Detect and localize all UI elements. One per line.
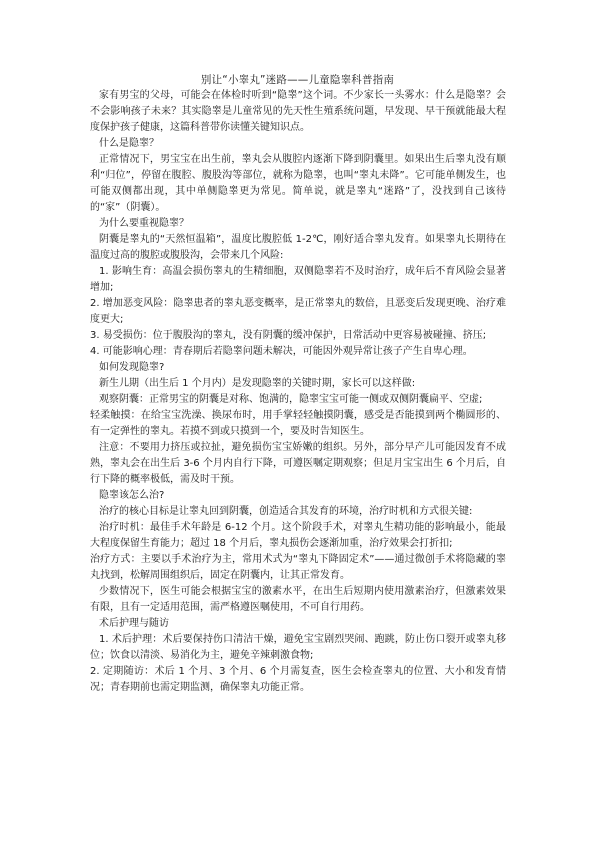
treat-timing: 治疗时机：最佳手术年龄是 6-12 个月。这个阶段手术，对睾丸生精功能的影响最小，能最大程度保留生育能力；超过 18 个月后，睾丸损伤会逐渐加重，治疗效果会打折扣; <box>90 522 506 549</box>
section-why-body: 阴囊是睾丸的“天然恒温箱”，温度比腹腔低 1-2℃，刚好适合睾丸发育。如果睾丸长期待在温度过高的腹腔或腹股沟，会带来几个风险: <box>90 234 506 261</box>
section-heading-why: 为什么要重视隐睾？ <box>99 218 189 229</box>
section-what-body: 正常情况下，男宝宝在出生前，睾丸会从腹腔内逐渐下降到阴囊里。如果出生后睾丸没有顺利“归位”，停留在腹腔、腹股沟等部位，就称为隐睾，也叫“睾丸未降”。它可能单侧发生，也可能双侧都出现，其中单侧隐睾更为常见。简单说，就是睾丸“迷路”了，没找到自己该待的“家”（阴囊）。 <box>90 154 506 213</box>
aftercare-item-followup: 2. 定期随访：术后 1 个月、3 个月、6 个月需复查，医生会检查睾丸的位置、大小和发育情况；青春期前也需定期监测，确保睾丸功能正常。 <box>90 666 506 693</box>
treat-hormone: 少数情况下，医生可能会根据宝宝的激素水平，在出生后短期内使用激素治疗，但激素效果有限，且有一定适用范围，需严格遵医嘱使用，不可自行用药。 <box>90 586 506 613</box>
aftercare-item-care: 1. 术后护理：术后要保持伤口清洁干燥，避免宝宝剧烈哭闹、跑跳，防止伤口裂开或睾丸移位；饮食以清淡、易消化为主，避免辛辣刺激食物; <box>90 634 506 661</box>
section-heading-treat: 隐睾该怎么治? <box>99 490 165 501</box>
section-heading-detect: 如何发现隐睾? <box>99 362 165 373</box>
risk-item-psychology: 4. 可能影响心理：青春期后若隐睾问题未解决，可能因外观异常让孩子产生自卑心理。 <box>90 346 473 357</box>
section-detect-body: 新生儿期（出生后 1 个月内）是发现隐睾的关键时期，家长可以这样做: <box>99 378 416 389</box>
detect-touch: 轻柔触摸：在给宝宝洗澡、换尿布时，用手掌轻轻触摸阴囊，感受是否能摸到两个椭圆形的、有一定弹性的睾丸。若摸不到或只摸到一个，要及时告知医生。 <box>90 410 506 437</box>
treat-method: 治疗方式：主要以手术治疗为主，常用术式为“睾丸下降固定术”——通过微创手术将隐藏的睾丸找到，松解周围组织后，固定在阴囊内，让其正常发育。 <box>90 554 506 581</box>
detect-note: 注意：不要用力挤压或拉扯，避免损伤宝宝娇嫩的组织。另外，部分早产儿可能因发育不成熟，睾丸会在出生后 3-6 个月内自行下降，可遵医嘱定期观察；但足月宝宝出生 6 个月后，自行下降的概率极低，需及时干预。 <box>90 442 506 485</box>
document-title: 别让“小睾丸”迷路——儿童隐睾科普指南 <box>200 74 395 86</box>
risk-item-malignancy: 2. 增加恶变风险：隐睾患者的睾丸恶变概率，是正常睾丸的数倍，且恶变后发现更晚、治疗难度更大; <box>90 298 506 325</box>
section-heading-what: 什么是隐睾？ <box>99 138 159 149</box>
intro-paragraph: 家有男宝的父母，可能会在体检时听到“隐睾”这个词。不少家长一头雾水：什么是隐睾？会不会影响孩子未来？其实隐睾是儿童常见的先天性生殖系统问题，早发现、早干预就能最大程度保护孩子健康，这篇科普带你读懂关键知识点。 <box>90 90 506 133</box>
section-heading-aftercare: 术后护理与随访 <box>99 618 169 629</box>
detect-observe: 观察阴囊：正常男宝的阴囊是对称、饱满的，隐睾宝宝可能一侧或双侧阴囊扁平、空虚; <box>99 394 483 405</box>
section-treat-body: 治疗的核心目标是让睾丸回到阴囊，创造适合其发育的环境，治疗时机和方式很关键: <box>99 506 473 517</box>
document-body <box>90 88 506 696</box>
risk-item-fertility: 1. 影响生育：高温会损伤睾丸的生精细胞，双侧隐睾若不及时治疗，成年后不育风险会显著增加; <box>90 266 506 293</box>
risk-item-injury: 3. 易受损伤：位于腹股沟的睾丸，没有阴囊的缓冲保护，日常活动中更容易被碰撞、挤压; <box>90 330 487 341</box>
